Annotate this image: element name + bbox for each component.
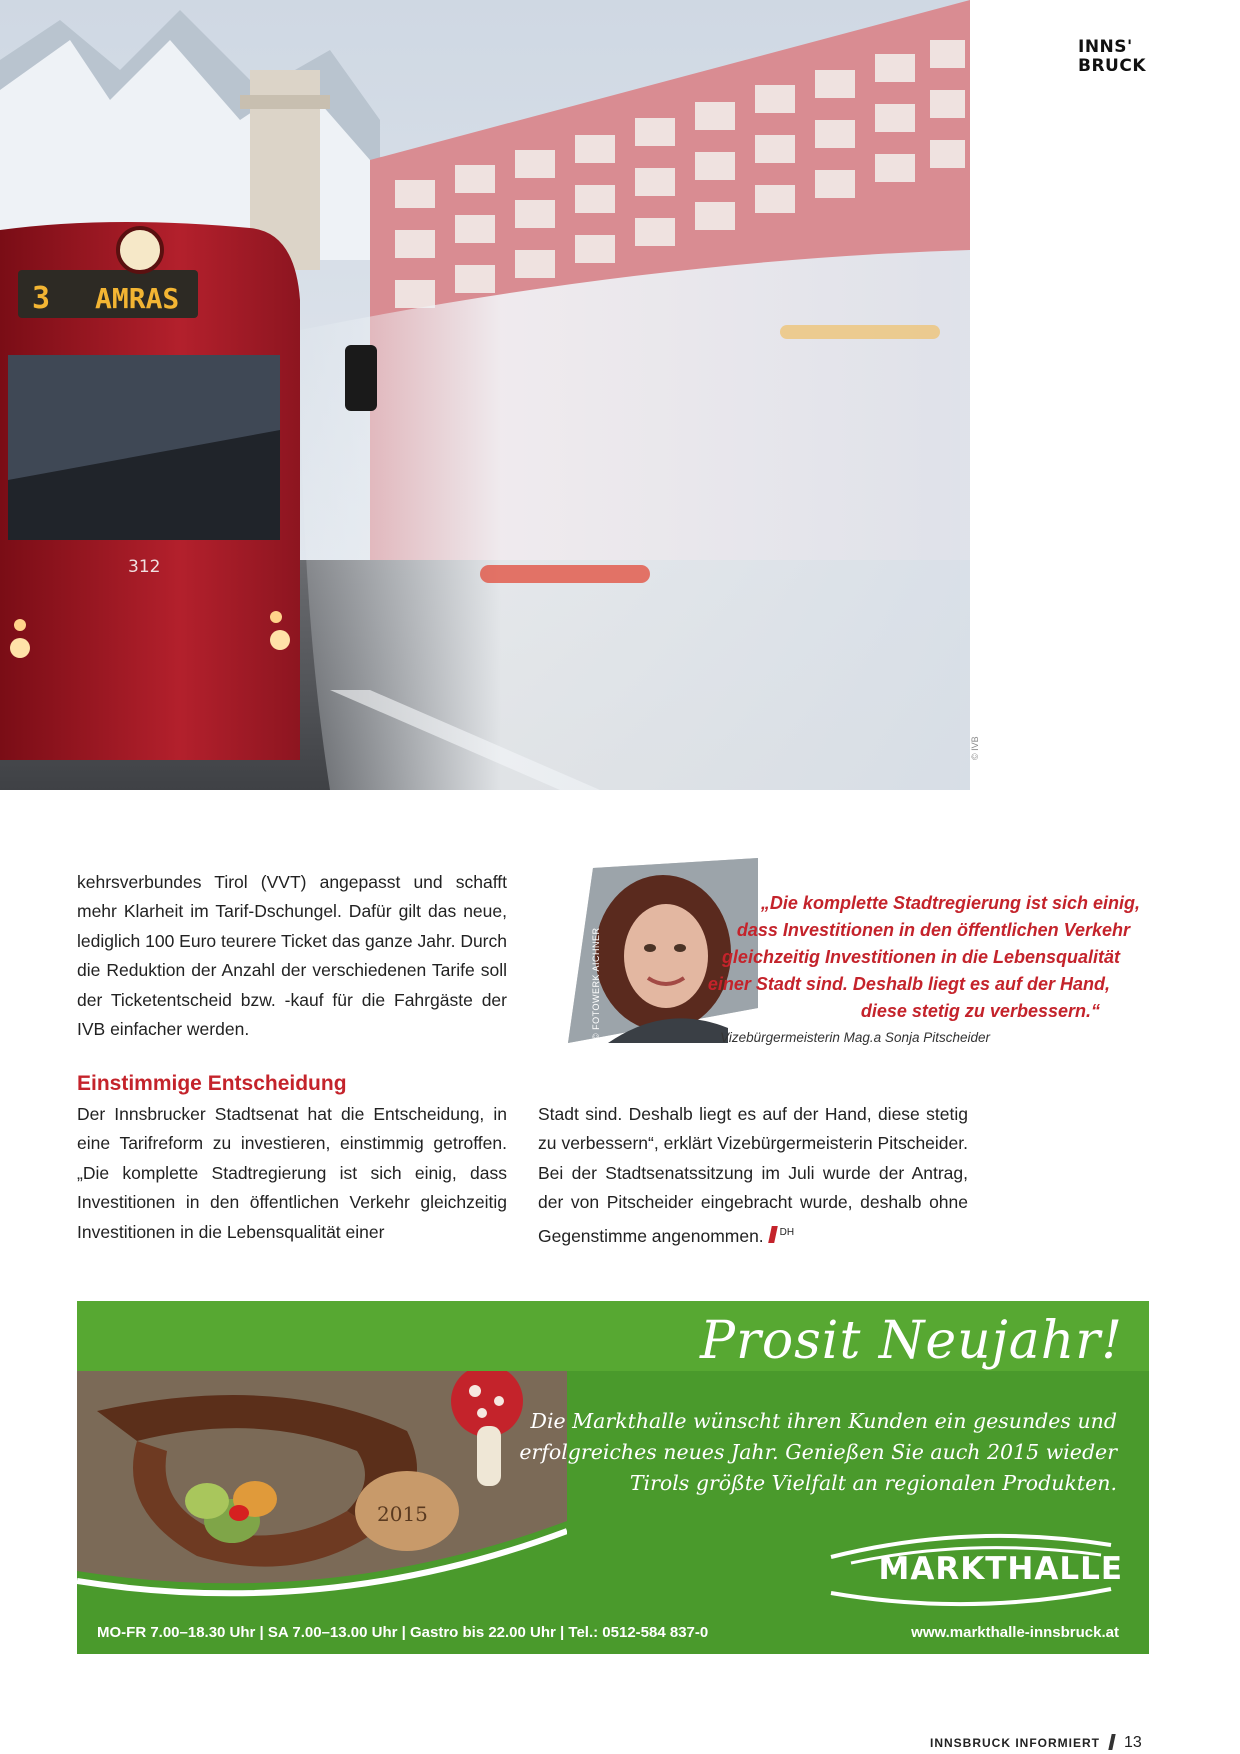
article-paragraph-left: Der Innsbrucker Stadtsenat hat die Entscheidung, in eine Tarifreform zu investieren, einstimmig getroffen. „Die komplette Stadtregierung ist sich einig, dass Investitionen in den öffentlichen Verkehr gleichzeitig Investitionen in die Lebensqualität einer <box>77 1104 507 1242</box>
ad-website-link[interactable]: www.markthalle-innsbruck.at <box>911 1624 1119 1641</box>
article-paragraph-intro: kehrsverbundes Tirol (VVT) angepasst und schafft mehr Klarheit im Tarif-Dschungel. Dafür gilt das neue, lediglich 100 Euro teurere Ticket das ganze Jahr. Durch die Reduktion der Anzahl der verschiedenen Tarife soll der Ticketentscheid bzw. -kauf für die Fahrgäste der IVB einfacher werden. <box>77 872 507 1040</box>
tram-line-number: 3 <box>32 281 51 316</box>
logo-line-2: BRUCK <box>1078 56 1147 76</box>
markthalle-brand-name: MARKTHALLE <box>878 1551 1123 1587</box>
ad-message-line: erfolgreiches neues Jahr. Genießen Sie auch 2015 wieder <box>519 1440 1117 1464</box>
article-author: DH <box>779 1226 795 1238</box>
tram-fleet-number: 312 <box>128 557 161 577</box>
ad-message-line: Die Markthalle wünscht ihren Kunden ein gesundes und <box>530 1409 1117 1433</box>
publication-name: INNSBRUCK INFORMIERT <box>930 1736 1100 1750</box>
pull-quote <box>700 890 1140 1025</box>
ad-opening-hours: MO-FR 7.00–18.30 Uhr | SA 7.00–13.00 Uhr | Gastro bis 22.00 Uhr | Tel.: 0512-584 837-0 <box>97 1624 709 1641</box>
ad-cork-year: 2015 <box>377 1502 428 1526</box>
quote-line: dass Investitionen in den öffentlichen Verkehr <box>736 920 1130 940</box>
hero-photo <box>0 0 970 790</box>
innsbruck-logo <box>1078 38 1168 76</box>
article-paragraph-right <box>538 1100 968 1251</box>
ad-footer <box>77 1610 1149 1654</box>
ad-title: Prosit Neujahr! <box>699 1311 1123 1371</box>
slash-icon <box>1108 1734 1115 1750</box>
quote-line: gleichzeitig Investitionen in die Lebensqualität <box>721 947 1120 967</box>
article-subheading: Einstimmige Entscheidung <box>77 1072 347 1095</box>
photo-credit: © IVB <box>970 736 980 760</box>
markthalle-advertisement[interactable] <box>77 1301 1149 1654</box>
ad-message-line: Tirols größte Vielfalt an regionalen Produkten. <box>629 1471 1117 1495</box>
page-footer <box>930 1734 1142 1752</box>
end-mark-icon <box>768 1226 778 1243</box>
portrait-credit: © FOTOWERK AICHNER <box>591 927 601 1040</box>
article-paragraph-right-text: Stadt sind. Deshalb liegt es auf der Hand, diese stetig zu verbessern“, erklärt Vizebürgermeisterin Pitscheider. Bei der Stadtsenatssitzung im Juli wurde der Antrag, der von Pitscheider eingebracht wurde, deshalb ohne Gegenstimme angenommen. <box>538 1104 968 1246</box>
quote-author: Vizebürgermeisterin Mag.a Sonja Pitscheider <box>720 1030 990 1045</box>
ad-photo <box>77 1371 567 1606</box>
ad-message <box>517 1406 1117 1499</box>
tram-destination: AMRAS <box>95 282 180 315</box>
quote-line: „Die komplette Stadtregierung ist sich einig, <box>760 893 1140 913</box>
logo-line-1: INNS' <box>1078 37 1133 57</box>
quote-line: diese stetig zu verbessern.“ <box>860 1001 1100 1021</box>
quote-line: einer Stadt sind. Deshalb liegt es auf der Hand, <box>707 974 1110 994</box>
page-number: 13 <box>1124 1734 1142 1751</box>
